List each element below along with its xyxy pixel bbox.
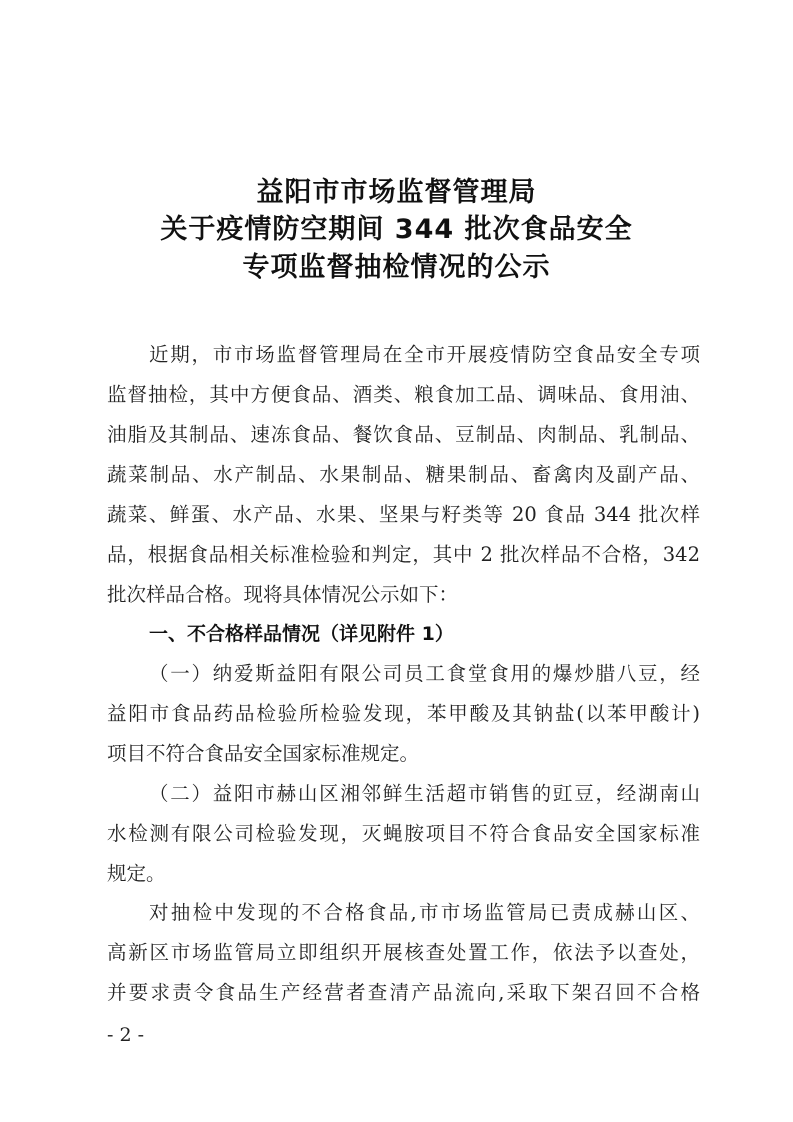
body-line: （二）益阳市赫山区湘邻鲜生活超市销售的豇豆，经湖南山 — [149, 782, 700, 805]
body-line: 近期，市市场监督管理局在全市开展疫情防空食品安全专项 — [149, 343, 700, 366]
body-line: 水检测有限公司检验发现，灭蝇胺项目不符合食品安全国家标准 — [107, 822, 700, 845]
body-line: 并要求责令食品生产经营者查清产品流向,采取下架召回不合格 — [107, 981, 700, 1004]
body-line: （一）纳爱斯益阳有限公司员工食堂食用的爆炒腊八豆，经 — [149, 662, 700, 685]
title-line-3: 专项监督抽检情况的公示 — [242, 252, 551, 283]
title-line-1: 益阳市市场监督管理局 — [256, 177, 537, 208]
body-line: 批次样品合格。现将具体情况公示如下： — [107, 583, 459, 606]
body-line: 油脂及其制品、速冻食品、餐饮食品、豆制品、肉制品、乳制品、 — [107, 423, 700, 446]
body-line: 项目不符合食品安全国家标准规定。 — [107, 742, 420, 765]
body-line: 蔬菜制品、水产制品、水果制品、糖果制品、畜禽肉及副产品、 — [107, 463, 700, 486]
section-heading: 一、不合格样品情况（详见附件 1） — [149, 623, 454, 645]
body-line: 规定。 — [107, 862, 166, 885]
body-line: 高新区市场监管局立即组织开展核查处置工作，依法予以查处， — [107, 941, 700, 964]
body-line: 蔬菜、鲜蛋、水产品、水果、坚果与籽类等 20 食品 344 批次样 — [107, 503, 700, 526]
body-line: 监督抽检，其中方便食品、酒类、粮食加工品、调味品、食用油、 — [107, 383, 700, 406]
body-line: 益阳市食品药品检验所检验发现，苯甲酸及其钠盐(以苯甲酸计) — [107, 702, 700, 725]
title-line-2: 关于疫情防空期间 344 批次食品安全 — [160, 214, 633, 245]
body-line: 品，根据食品相关标准检验和判定，其中 2 批次样品不合格，342 — [107, 543, 700, 566]
page-number: - 2 - — [107, 1024, 145, 1046]
body-line: 对抽检中发现的不合格食品,市市场监管局已责成赫山区、 — [149, 901, 700, 924]
